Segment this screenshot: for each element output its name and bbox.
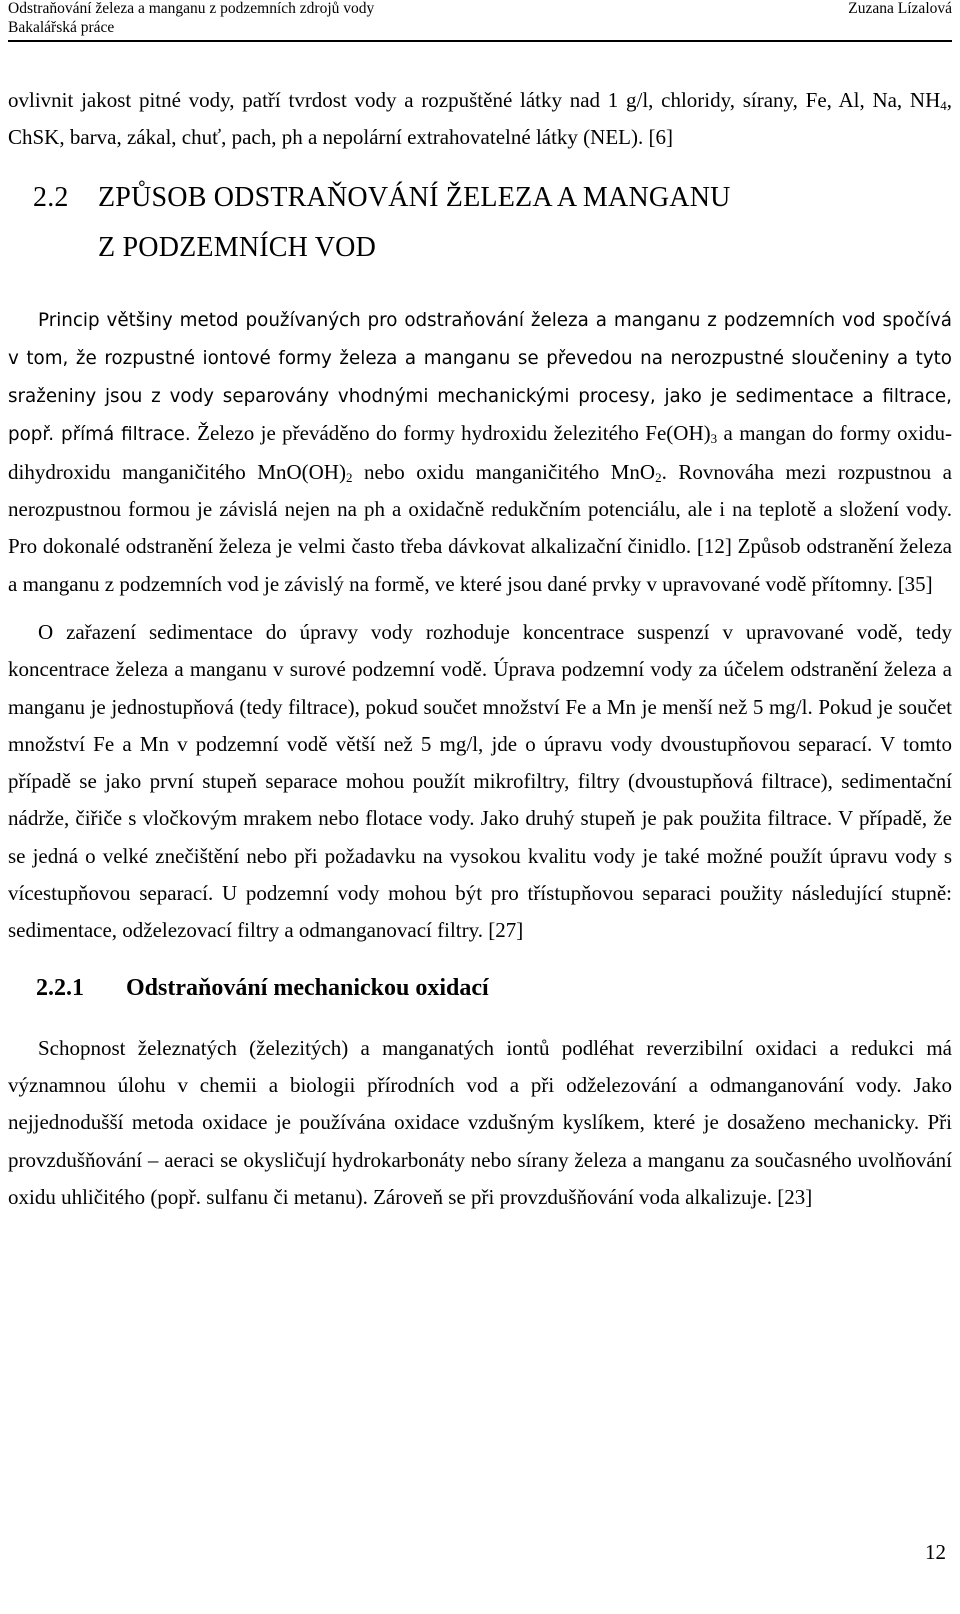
paragraph-sedimentation: O zařazení sedimentace do úpravy vody rozhoduje koncentrace suspenzí v upravované vodě, tedy koncentrace železa a manganu v surové podzemní vodě. Úprava podzemní vody za účelem odstranění železa a manganu je jednostupňová (tedy filtrace), pokud součet množství Fe a Mn je menší než 5 mg/l. Pokud je součet množství Fe a Mn v podzemní vodě větší než 5 mg/l, jde o úpravu vody dvoustupňovou separací. V tomto případě se jako první stupeň separace mohou použít mikrofiltry, filtry (dvoustupňová filtrace), sedimentační nádrže, čiřiče s vločkovým mrakem nebo flotace vody. Jako druhý stupeň je pak použita filtrace. V případě, že se jedná o velké znečištění nebo při požadavku na vysokou kvalitu vody je také možné použít úpravu vody s vícestupňovou separací. U podzemní vody mohou být pro třístupňovou separaci použity následující stupně: sedimentace, odželezovací filtry a odmanganovací filtry. [27] — [8, 619, 952, 943]
intro-subscript: 4 — [940, 98, 947, 113]
principle-text-2: a mangan do formy oxidu-dihydroxidu manganičitého MnO(OH) — [8, 421, 952, 484]
paragraph-oxidation: Schopnost železnatých (železitých) a manganatých iontů podléhat reverzibilní oxidaci a redukci má významnou úlohu v chemii a biologii přírodních vod a při odželezování a odmanganování vody. Jako nejjednodušší metoda oxidace je používána oxidace vzdušným kyslíkem, které je dosaženo mechanicky. Při provzdušňování – aeraci se okysličují hydrokarbonáty nebo sírany železa a manganu za současného uvolňování oxidu uhličitého (popř. sulfanu či metanu). Zároveň se při provzdušňování voda alkalizuje. [23] — [8, 1035, 952, 1209]
page-content — [8, 82, 952, 1216]
header-title: Odstraňování železa a manganu z podzemních zdrojů vody — [8, 0, 375, 17]
page-number: 12 — [925, 1540, 946, 1564]
principle-text-4: . Rovnováha mezi rozpustnou a nerozpustnou formou je závislá nejen na ph a oxidačně redukčním potenciálu, ale i na teplotě a složení vody. Pro dokonalé odstranění železa je velmi často třeba dávkovat alkalizační činidlo. [12] Způsob odstranění železa a manganu z podzemních vod je závislý na formě, ve které jsou dané prvky v upravované vodě přítomny. [35] — [8, 459, 952, 596]
principle-sub-1: 3 — [710, 431, 718, 447]
section-title-line1: ZPŮSOB ODSTRAŇOVÁNÍ ŽELEZA A MANGANU — [98, 181, 731, 213]
principle-sans-text: Princip většiny metod používaných pro odstraňování železa a manganu z podzemních vod spočívá v tom, že rozpustné iontové formy železa a manganu se převedou na nerozpustné sloučeniny a tyto sraženiny jsou z vody separovány vhodnými mechanickými procesy, jako je sedimentace a filtrace, popř. přímá filtrace. — [8, 309, 952, 446]
intro-text-b: , ChSK, barva, zákal, chuť, pach, ph a nepolární extrahovatelné látky (NEL). [6] — [8, 88, 952, 150]
paragraph-principle — [8, 301, 952, 603]
section-heading-2-2 — [8, 173, 952, 273]
subsection-number: 2.2.1 — [36, 974, 84, 1001]
section-title-line2: Z PODZEMNÍCH VOD — [98, 231, 377, 263]
principle-sub-3: 2 — [655, 469, 662, 485]
subsection-heading-2-2-1 — [8, 968, 952, 1008]
section-number: 2.2 — [33, 181, 69, 213]
intro-text-a: ovlivnit jakost pitné vody, patří tvrdost vody a rozpuštěné látky nad 1 g/l, chloridy, sírany, Fe, Al, Na, NH — [8, 88, 941, 112]
principle-text-3: nebo oxidu manganičitého MnO — [352, 459, 656, 484]
header-subtitle: Bakalářská práce — [8, 19, 115, 36]
principle-text-1: Železo je převáděno do formy hydroxidu železitého Fe(OH) — [190, 421, 711, 446]
principle-sub-2: 2 — [345, 469, 353, 485]
paragraph-intro — [8, 82, 952, 157]
page-header — [8, 0, 952, 42]
header-author: Zuzana Lízalová — [848, 0, 952, 17]
subsection-title: Odstraňování mechanickou oxidací — [126, 974, 489, 1001]
